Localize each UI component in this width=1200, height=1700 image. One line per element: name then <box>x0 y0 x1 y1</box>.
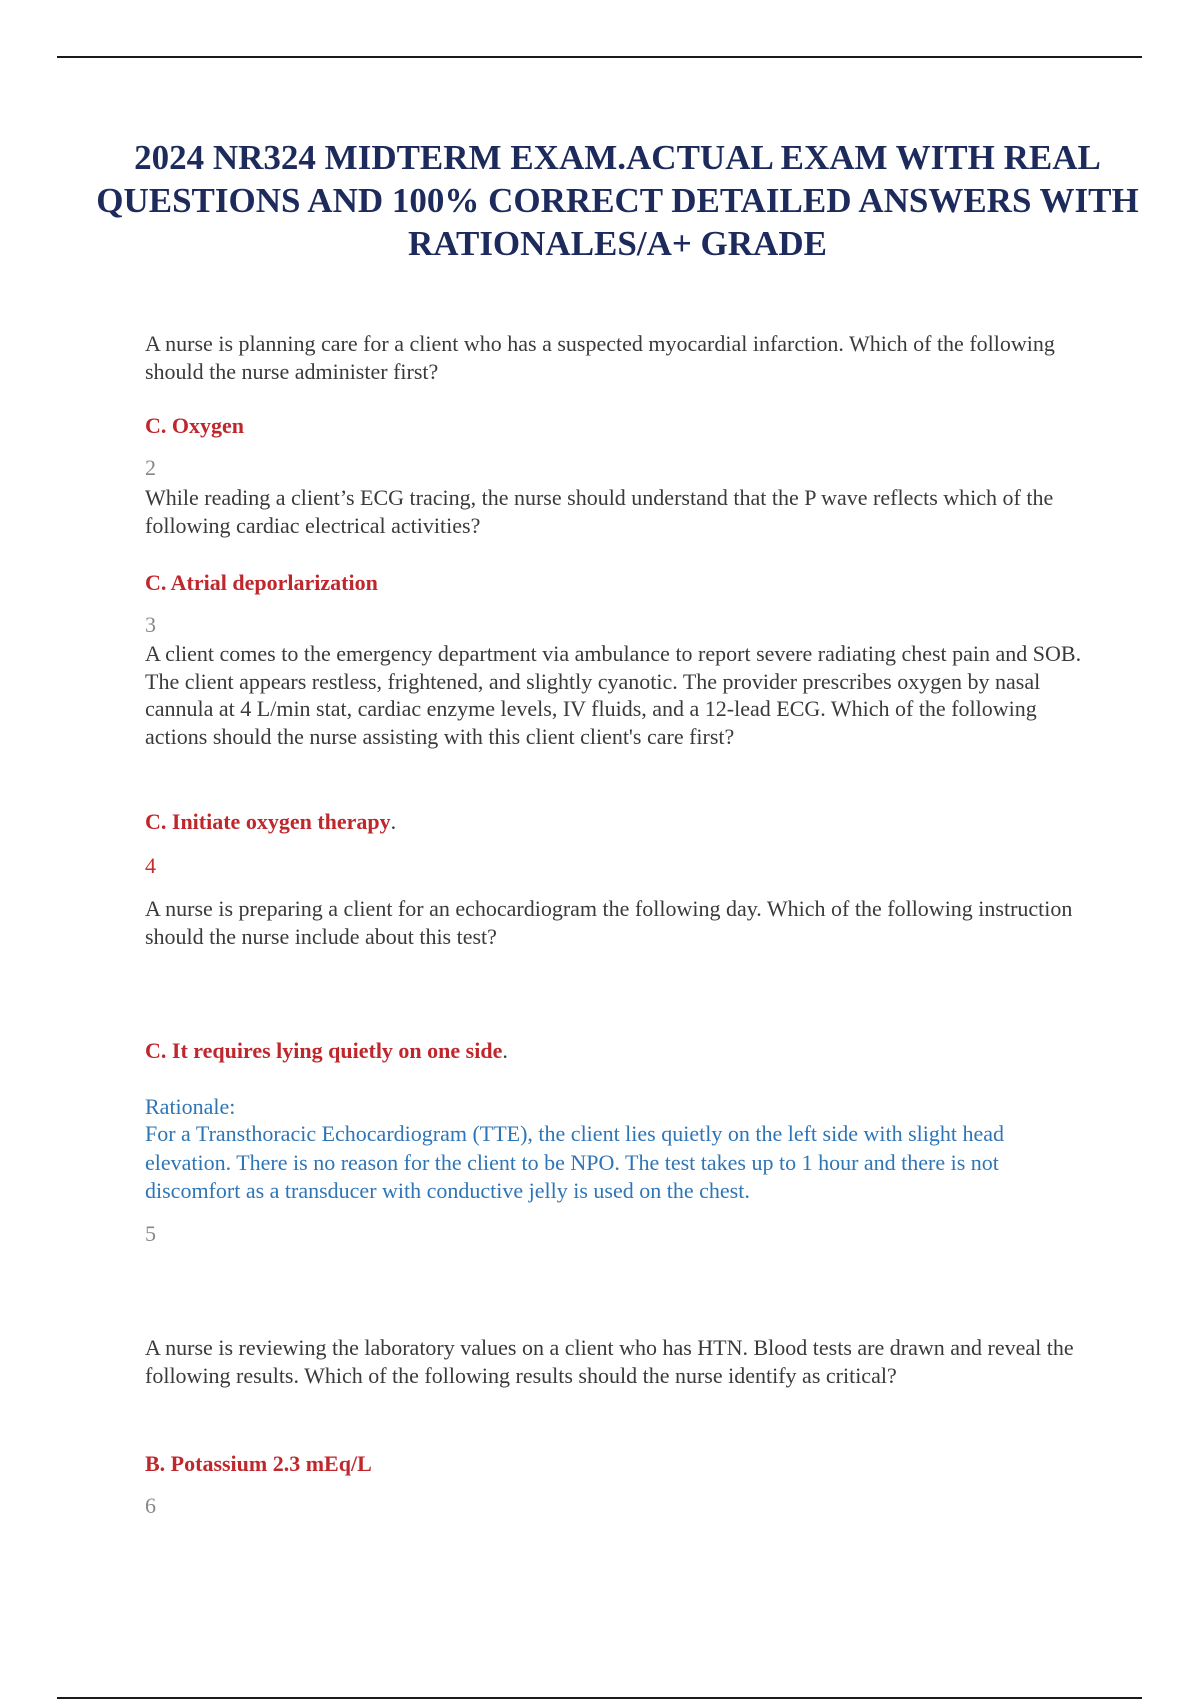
question-3-text: A client comes to the emergency department via ambulance to report severe radiating chest pain and SOB. The client appears restless, frightened, and slightly cyanotic. The provider prescribes oxygen by nasal cannula at 4 L/min stat, cardiac enzyme levels, IV fluids, and a 12-lead ECG. Which of the following actions should the nurse assisting with this client client's care first? <box>145 641 1082 749</box>
question-4-rationale: For a Transthoracic Echocardiogram (TTE), the client lies quietly on the left side with slight head elevation. There is no reason for the client to be NPO. The test takes up to 1 hour and there is not discomfort as a transducer with conductive jelly is used on the chest. <box>145 1121 1004 1203</box>
question-2-number: 2 <box>145 455 156 480</box>
question-3-number: 3 <box>145 612 156 637</box>
top-rule <box>57 56 1142 58</box>
question-4-text: A nurse is preparing a client for an echocardiogram the following day. Which of the following instruction should the nurse include about this test? <box>145 896 1073 949</box>
question-1-answer: C. Oxygen <box>145 413 244 438</box>
question-4-rationale-label: Rationale: <box>145 1094 236 1119</box>
question-4-number: 4 <box>145 853 156 878</box>
bottom-rule <box>57 1697 1142 1699</box>
question-6-number: 6 <box>145 1493 156 1518</box>
question-5-text: A nurse is reviewing the laboratory values on a client who has HTN. Blood tests are drawn and reveal the following results. Which of the following results should the nurse identify as critical? <box>145 1335 1074 1388</box>
question-2-answer: C. Atrial deporlarization <box>145 570 378 595</box>
question-3-answer: C. Initiate oxygen therapy. <box>145 809 397 834</box>
document-title: 2024 NR324 MIDTERM EXAM.ACTUAL EXAM WITH REAL QUESTIONS AND 100% CORRECT DETAILED ANSWERS WITH RATIONALES/A+ GRADE <box>96 138 1139 263</box>
question-4-answer: C. It requires lying quietly on one side. <box>145 1038 508 1063</box>
question-5-number: 5 <box>145 1221 156 1246</box>
question-5-answer: B. Potassium 2.3 mEq/L <box>145 1451 372 1476</box>
question-1-text: A nurse is planning care for a client who has a suspected myocardial infarction. Which of the following should the nurse administer first? <box>145 331 1055 384</box>
question-2-text: While reading a client’s ECG tracing, the nurse should understand that the P wave reflects which of the following cardiac electrical activities? <box>145 485 1054 538</box>
